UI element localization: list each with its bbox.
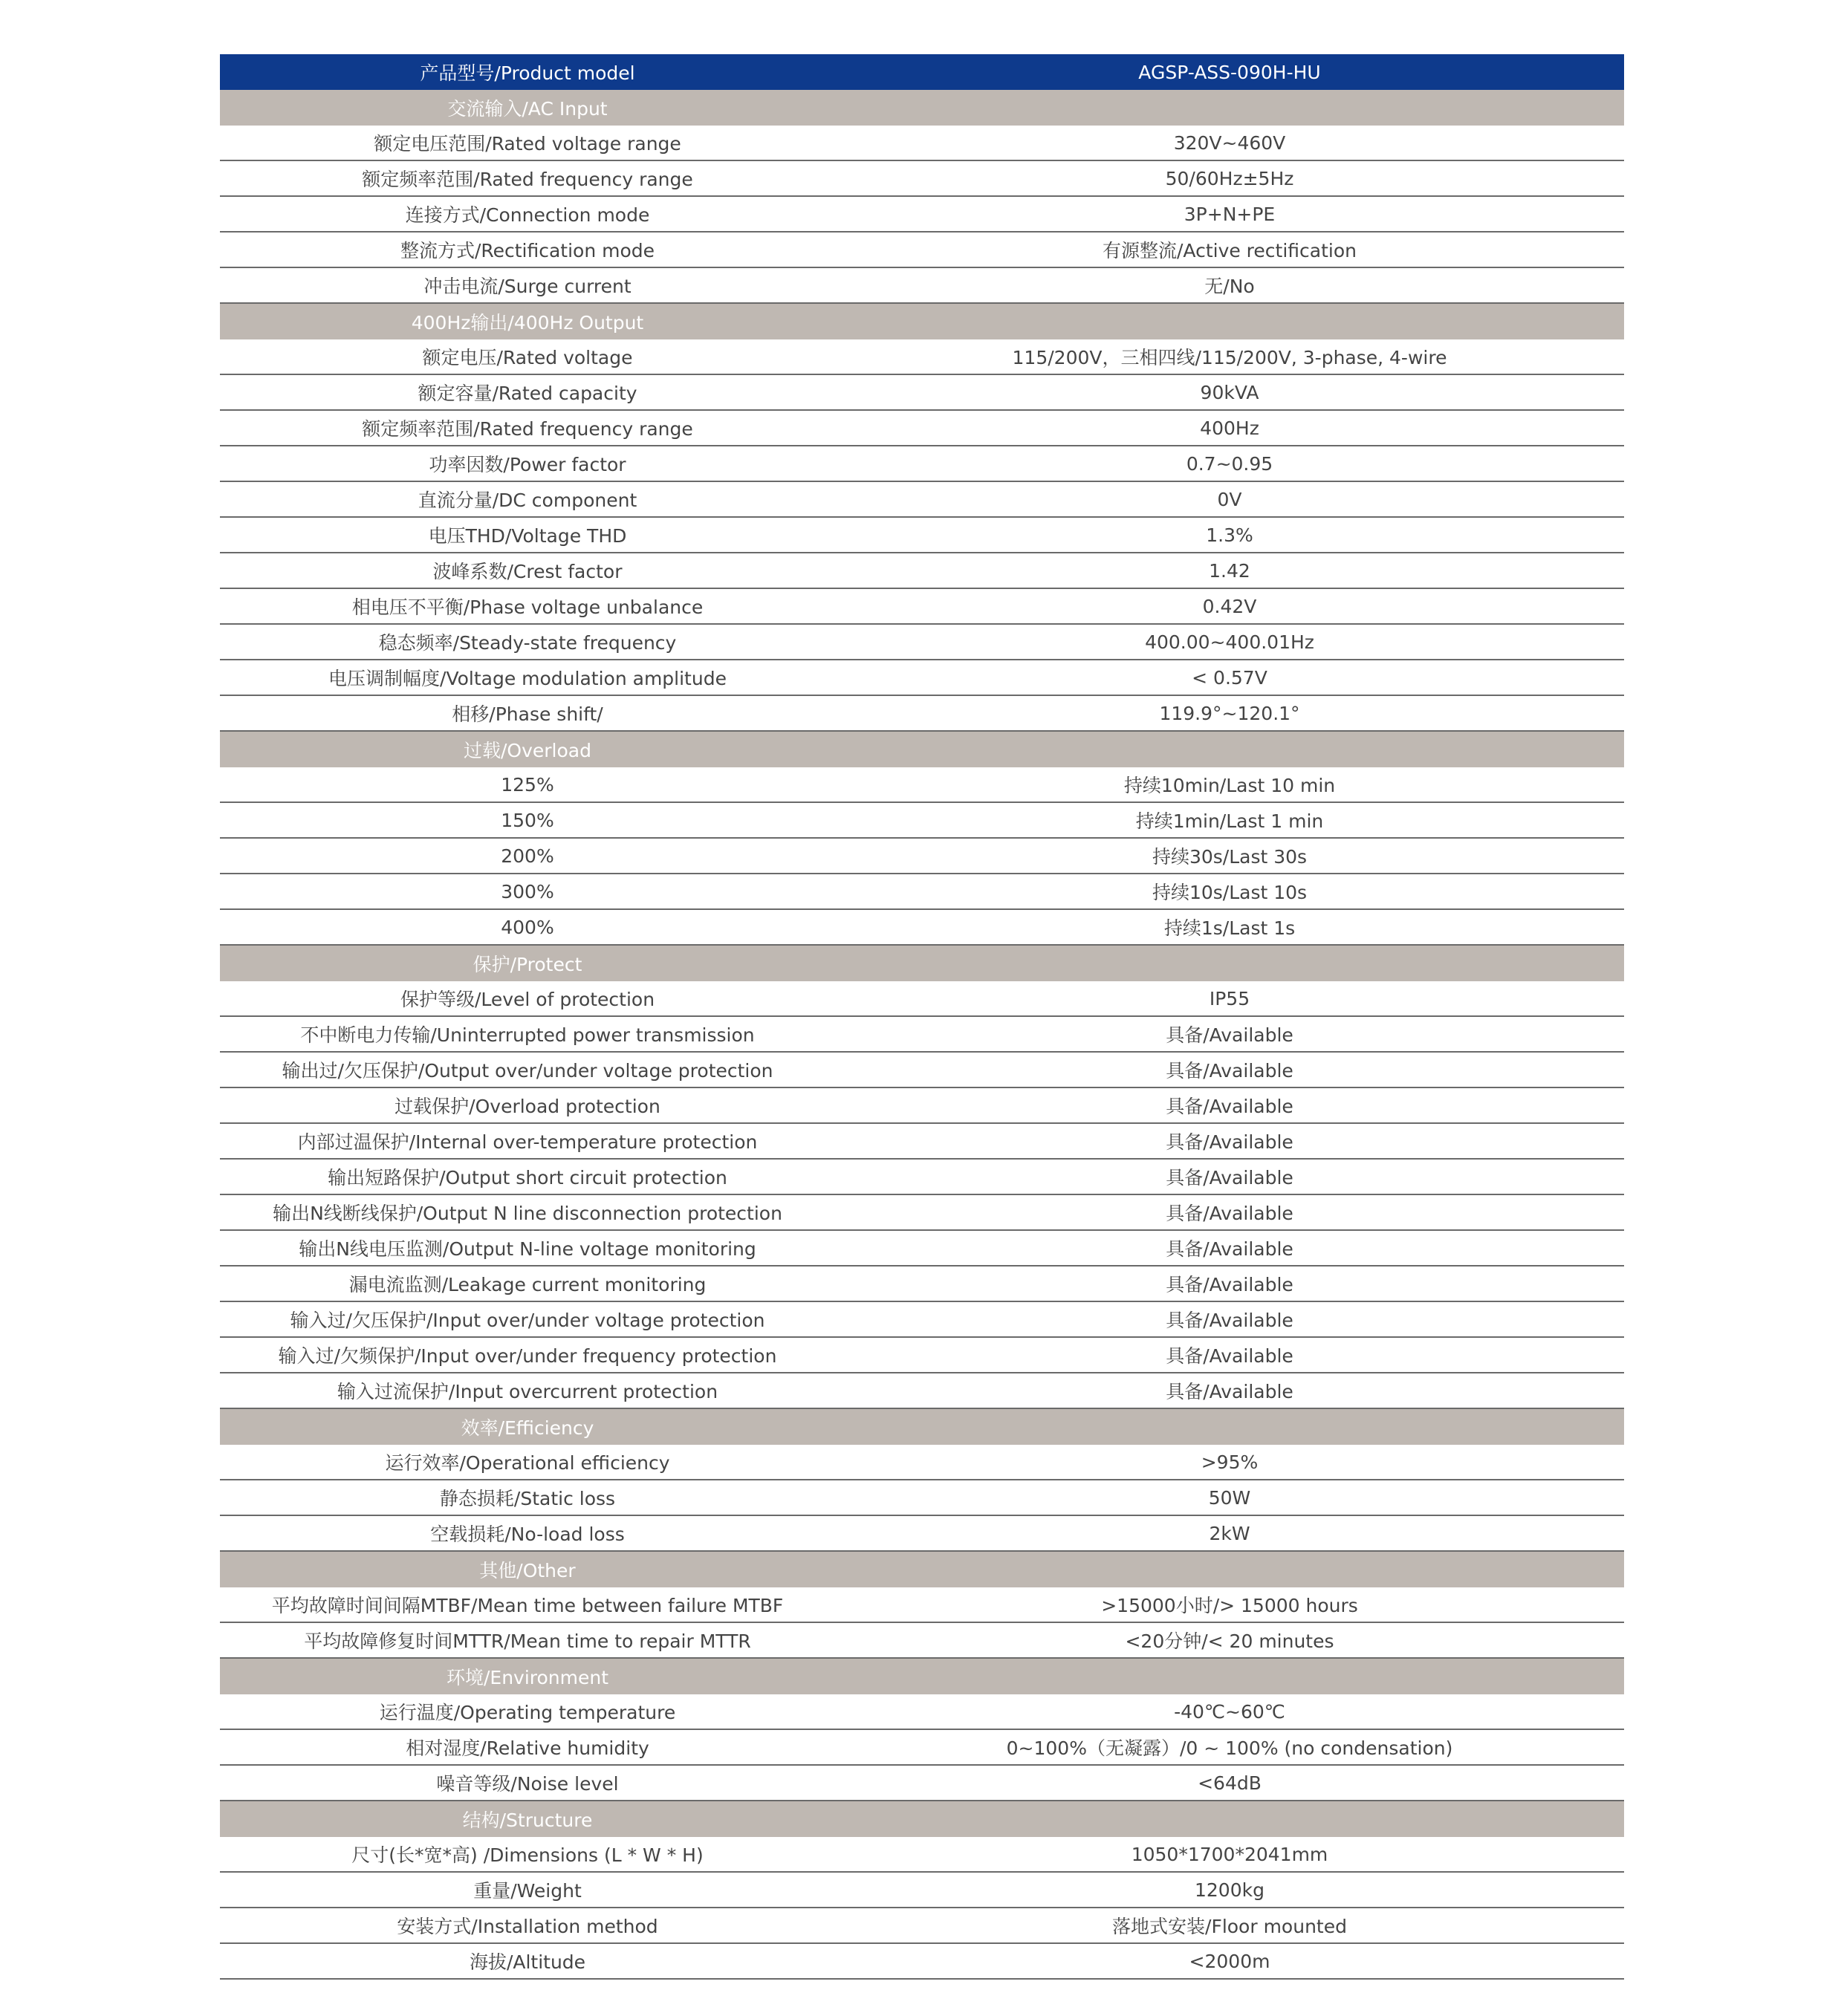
table-row: [220, 126, 1624, 161]
table-row: [220, 660, 1624, 696]
parameter-value: 0.42V: [1202, 595, 1257, 617]
section-title: 环境/Environment: [446, 1667, 609, 1688]
parameter-label: 内部过温保护/Internal over-temperature protection: [297, 1131, 758, 1153]
table-row: [220, 874, 1624, 910]
parameter-value: 具备/Available: [1166, 1096, 1293, 1117]
parameter-label: 额定频率范围/Rated frequency range: [362, 169, 693, 190]
parameter-label: 输入过/欠压保护/Input over/under voltage protection: [290, 1310, 765, 1331]
parameter-label: 静态损耗/Static loss: [439, 1488, 616, 1509]
parameter-value: 2kW: [1209, 1522, 1250, 1544]
table-row: [220, 910, 1624, 946]
parameter-value: 0~100%（无凝露）/0 ~ 100% (no condensation): [1006, 1737, 1453, 1759]
table-row: [220, 553, 1624, 589]
parameter-value: 1050*1700*2041mm: [1131, 1843, 1328, 1865]
parameter-value: <64dB: [1198, 1772, 1262, 1794]
section-title: 交流输入/AC Input: [447, 98, 608, 120]
parameter-label: 平均故障时间间隔MTBF/Mean time between failure MTBF: [271, 1595, 784, 1616]
parameter-label: 不中断电力传输/Uninterrupted power transmission: [300, 1024, 755, 1046]
table-row: [220, 1944, 1624, 1980]
parameter-label: 空载损耗/No-load loss: [430, 1524, 625, 1545]
table-row: [220, 1587, 1624, 1623]
parameter-label: 相电压不平衡/Phase voltage unbalance: [351, 596, 704, 618]
parameter-value: <20分钟/< 20 minutes: [1125, 1630, 1334, 1652]
section-header: [220, 946, 1624, 981]
table-row: [220, 767, 1624, 803]
parameter-value: 持续30s/Last 30s: [1152, 846, 1308, 868]
parameter-label: 功率因数/Power factor: [429, 454, 626, 475]
parameter-label: 相对湿度/Relative humidity: [406, 1737, 649, 1759]
table-row: [220, 518, 1624, 553]
parameter-label: 输出N线断线保护/Output N line disconnection protection: [273, 1203, 782, 1224]
section-header: [220, 1659, 1624, 1694]
parameter-label: 连接方式/Connection mode: [405, 204, 650, 226]
table-row: [220, 1445, 1624, 1480]
spec-table: [220, 54, 1624, 1980]
parameter-value: 50W: [1208, 1486, 1251, 1509]
table-row: [220, 1516, 1624, 1552]
parameter-label: 安装方式/Installation method: [397, 1916, 658, 1937]
parameter-label: 额定容量/Rated capacity: [418, 383, 637, 404]
parameter-value: 持续1s/Last 1s: [1163, 917, 1296, 939]
table-row: [220, 1766, 1624, 1801]
table-row: [220, 1623, 1624, 1659]
parameter-value: 落地式安装/Floor mounted: [1112, 1916, 1347, 1937]
table-row: [220, 1124, 1624, 1160]
table-row: [220, 375, 1624, 411]
section-title: 结构/Structure: [462, 1809, 593, 1831]
parameter-value: 持续10s/Last 10s: [1152, 882, 1308, 903]
section-title: 效率/Efficiency: [461, 1417, 594, 1439]
table-row: [220, 1302, 1624, 1338]
parameter-label: 输出短路保护/Output short circuit protection: [328, 1167, 727, 1189]
parameter-value: 1.42: [1209, 559, 1250, 582]
section-title: 其他/Other: [479, 1560, 576, 1581]
table-row: [220, 803, 1624, 839]
parameter-value: 具备/Available: [1166, 1310, 1293, 1331]
table-row: [220, 1053, 1624, 1088]
parameter-value: 具备/Available: [1166, 1274, 1293, 1295]
parameter-value: 具备/Available: [1166, 1381, 1293, 1402]
parameter-label: 直流分量/DC component: [418, 490, 637, 511]
table-row: [220, 197, 1624, 233]
parameter-value: >95%: [1201, 1451, 1259, 1473]
parameter-value: 3P+N+PE: [1184, 203, 1276, 225]
section-header: [220, 1801, 1624, 1837]
table-row: [220, 1231, 1624, 1266]
parameter-value: -40℃~60℃: [1174, 1700, 1285, 1723]
table-row: [220, 1730, 1624, 1766]
table-row: [220, 625, 1624, 660]
parameter-value: <2000m: [1189, 1950, 1270, 1972]
parameter-value: 具备/Available: [1166, 1238, 1293, 1260]
table-row: [220, 981, 1624, 1017]
table-row: [220, 1017, 1624, 1053]
table-row: [220, 482, 1624, 518]
parameter-value: 0V: [1217, 488, 1242, 510]
table-row: [220, 589, 1624, 625]
table-row: [220, 1160, 1624, 1195]
section-title: 400Hz输出/400Hz Output: [411, 312, 644, 334]
section-header: [220, 732, 1624, 767]
parameter-value: 具备/Available: [1166, 1060, 1293, 1082]
table-row: [220, 161, 1624, 197]
table-row: [220, 1873, 1624, 1908]
parameter-value: 90kVA: [1200, 381, 1259, 403]
table-row: [220, 1480, 1624, 1516]
table-row: [220, 233, 1624, 268]
parameter-label: 波峰系数/Crest factor: [432, 561, 623, 582]
product-model-value: AGSP-ASS-090H-HU: [1138, 61, 1321, 83]
section-header: [220, 90, 1624, 126]
parameter-value: 具备/Available: [1166, 1345, 1293, 1367]
parameter-value: 具备/Available: [1166, 1131, 1293, 1153]
parameter-value: 具备/Available: [1166, 1024, 1293, 1046]
parameter-label: 运行温度/Operating temperature: [379, 1702, 676, 1723]
parameter-value: 具备/Available: [1166, 1203, 1293, 1224]
table-row: [220, 446, 1624, 482]
parameter-label: 电压THD/Voltage THD: [428, 525, 627, 547]
parameter-label: 漏电流监测/Leakage current monitoring: [348, 1274, 707, 1295]
parameter-value: 1.3%: [1206, 524, 1253, 546]
section-header: [220, 1409, 1624, 1445]
parameter-value: 有源整流/Active rectification: [1102, 240, 1357, 261]
parameter-value: 持续10min/Last 10 min: [1123, 775, 1336, 796]
parameter-value: 1200kg: [1195, 1879, 1264, 1901]
parameter-label: 整流方式/Rectification mode: [400, 240, 655, 261]
parameter-value: 50/60Hz±5Hz: [1165, 167, 1294, 189]
parameter-label: 200%: [501, 845, 554, 867]
section-title: 保护/Protect: [473, 954, 582, 975]
table-row: [220, 411, 1624, 446]
parameter-value: 119.9°~120.1°: [1159, 702, 1300, 724]
parameter-value: 0.7~0.95: [1186, 452, 1273, 475]
parameter-value: 无/No: [1204, 276, 1255, 297]
parameter-label: 运行效率/Operational efficiency: [385, 1452, 670, 1474]
table-row: [220, 1195, 1624, 1231]
parameter-value: IP55: [1209, 987, 1250, 1009]
parameter-value: < 0.57V: [1192, 666, 1267, 689]
parameter-label: 噪音等级/Noise level: [436, 1773, 619, 1795]
parameter-value: >15000小时/> 15000 hours: [1101, 1595, 1358, 1616]
parameter-value: 320V~460V: [1173, 131, 1286, 154]
section-title: 过载/Overload: [464, 740, 591, 761]
table-row: [220, 1373, 1624, 1409]
parameter-label: 400%: [501, 916, 554, 938]
table-row: [220, 839, 1624, 874]
parameter-label: 相移/Phase shift/: [452, 703, 603, 725]
parameter-label: 150%: [501, 809, 554, 831]
parameter-label: 额定电压/Rated voltage: [422, 347, 633, 368]
parameter-label: 保护等级/Level of protection: [400, 989, 655, 1010]
parameter-label: 输入过流保护/Input overcurrent protection: [337, 1381, 718, 1402]
product-model-label: 产品型号/Product model: [420, 62, 635, 84]
parameter-label: 海拔/Altitude: [469, 1951, 586, 1973]
table-row: [220, 1908, 1624, 1944]
parameter-label: 重量/Weight: [473, 1880, 582, 1902]
table-row: [220, 1266, 1624, 1302]
parameter-label: 冲击电流/Surge current: [423, 276, 632, 297]
section-header: [220, 1552, 1624, 1587]
parameter-value: 115/200V，三相四线/115/200V, 3-phase, 4-wire: [1012, 347, 1447, 368]
spec-sections: [220, 90, 1624, 1980]
parameter-label: 平均故障修复时间MTTR/Mean time to repair MTTR: [304, 1630, 751, 1652]
parameter-value: 400Hz: [1200, 417, 1259, 439]
parameter-label: 输出N线电压监测/Output N-line voltage monitoring: [299, 1238, 756, 1260]
parameter-label: 输出过/欠压保护/Output over/under voltage protection: [282, 1060, 773, 1082]
parameter-label: 尺寸(长*宽*高) /Dimensions (L * W * H): [351, 1844, 704, 1866]
table-row: [220, 339, 1624, 375]
table-row: [220, 1837, 1624, 1873]
parameter-label: 过载保护/Overload protection: [395, 1096, 660, 1117]
parameter-label: 稳态频率/Steady-state frequency: [378, 632, 677, 654]
table-header-row: [220, 54, 1624, 90]
parameter-value: 具备/Available: [1166, 1167, 1293, 1189]
table-row: [220, 1694, 1624, 1730]
parameter-label: 输入过/欠频保护/Input over/under frequency protection: [278, 1345, 777, 1367]
table-row: [220, 1088, 1624, 1124]
table-row: [220, 268, 1624, 304]
parameter-label: 125%: [501, 773, 554, 796]
parameter-label: 电压调制幅度/Voltage modulation amplitude: [328, 668, 727, 689]
parameter-label: 额定电压范围/Rated voltage range: [374, 133, 681, 155]
parameter-value: 400.00~400.01Hz: [1145, 631, 1314, 653]
parameter-label: 额定频率范围/Rated frequency range: [362, 418, 693, 440]
parameter-label: 300%: [501, 880, 554, 903]
table-row: [220, 696, 1624, 732]
section-header: [220, 304, 1624, 339]
parameter-value: 持续1min/Last 1 min: [1135, 810, 1324, 832]
table-row: [220, 1338, 1624, 1373]
